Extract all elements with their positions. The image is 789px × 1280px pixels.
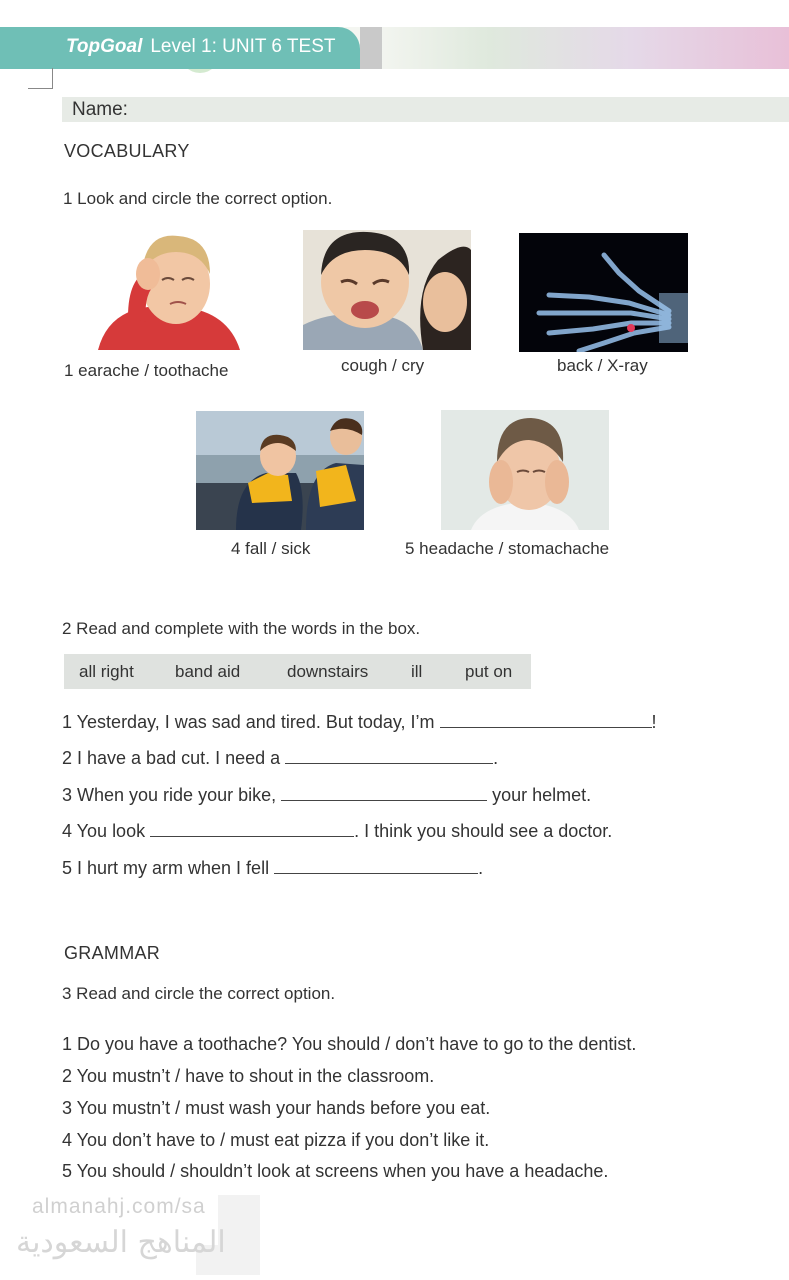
answer-blank[interactable] — [150, 822, 354, 837]
exercise1-instruction: 1 Look and circle the correct option. — [63, 189, 333, 208]
sentence-text: your helmet. — [487, 785, 592, 805]
word-box-item: all right — [79, 662, 134, 681]
sentence-text: 5 I hurt my arm when I fell — [62, 858, 275, 878]
vocabulary-heading: VOCABULARY — [64, 141, 190, 161]
brand-name: TopGoal — [66, 36, 143, 57]
item4-caption: 4 fall / sick — [231, 539, 311, 558]
sentence-text: 3 When you ride your bike, — [62, 785, 282, 805]
grammar-sentence: 4 You don’t have to / must eat pizza if you don’t like it. — [62, 1130, 490, 1150]
name-label: Name: — [72, 99, 128, 120]
crop-mark — [28, 88, 53, 89]
grammar-sentence: 3 You mustn’t / must wash your hands before you eat. — [62, 1098, 491, 1118]
word-box-item: ill — [411, 662, 423, 681]
grammar-sentence: 5 You should / shouldn’t look at screens when you have a headache. — [62, 1161, 609, 1181]
header-title — [66, 35, 336, 59]
item5-caption: 5 headache / stomachache — [405, 539, 610, 558]
sentence-text: ! — [651, 712, 657, 732]
sentence-text: . — [478, 858, 484, 878]
exercise2-instruction: 2 Read and complete with the words in the box. — [62, 619, 421, 638]
cry-photo — [303, 230, 471, 350]
grammar-heading: GRAMMAR — [64, 943, 161, 963]
sentence-text: 4 You look — [62, 821, 151, 841]
watermark-url: almanahj.com/sa — [32, 1195, 206, 1218]
answer-blank[interactable] — [281, 786, 487, 801]
word-box-item: downstairs — [287, 662, 369, 681]
word-box — [64, 654, 531, 689]
exercise3-instruction: 3 Read and circle the correct option. — [62, 984, 336, 1003]
grammar-sentence: 2 You mustn’t / have to shout in the classroom. — [62, 1066, 435, 1086]
item3-caption: back / X-ray — [557, 356, 648, 375]
completion-sentence — [62, 856, 483, 880]
name-field-bar — [62, 97, 789, 122]
answer-blank[interactable] — [285, 749, 493, 764]
sentence-text: 2 I have a bad cut. I need a — [62, 748, 286, 768]
watermark-arabic: المناهج السعودية — [16, 1225, 226, 1260]
completion-sentence — [62, 819, 612, 843]
word-box-item: put on — [465, 662, 513, 681]
word-box-item: band aid — [175, 662, 241, 681]
completion-sentence — [62, 783, 591, 807]
sentence-text: . — [493, 748, 499, 768]
crop-mark — [52, 68, 53, 88]
grammar-sentence: 1 Do you have a toothache? You should / don’t have to go to the dentist. — [62, 1034, 637, 1054]
headache-photo — [441, 410, 609, 530]
completion-sentence — [62, 746, 498, 770]
item1-caption: 1 earache / toothache — [64, 361, 229, 380]
xray-photo — [519, 233, 688, 352]
answer-blank[interactable] — [274, 859, 478, 874]
item2-caption: cough / cry — [341, 356, 425, 375]
sentence-text: . I think you should see a doctor. — [354, 821, 613, 841]
earache-photo — [88, 222, 240, 350]
header-stripe — [360, 27, 382, 69]
sick-photo — [196, 411, 364, 530]
sentence-text: 1 Yesterday, I was sad and tired. But today, I’m — [62, 712, 440, 732]
answer-blank[interactable] — [440, 713, 652, 728]
completion-sentence — [62, 710, 657, 734]
test-title: Level 1: UNIT 6 TEST — [150, 36, 336, 57]
